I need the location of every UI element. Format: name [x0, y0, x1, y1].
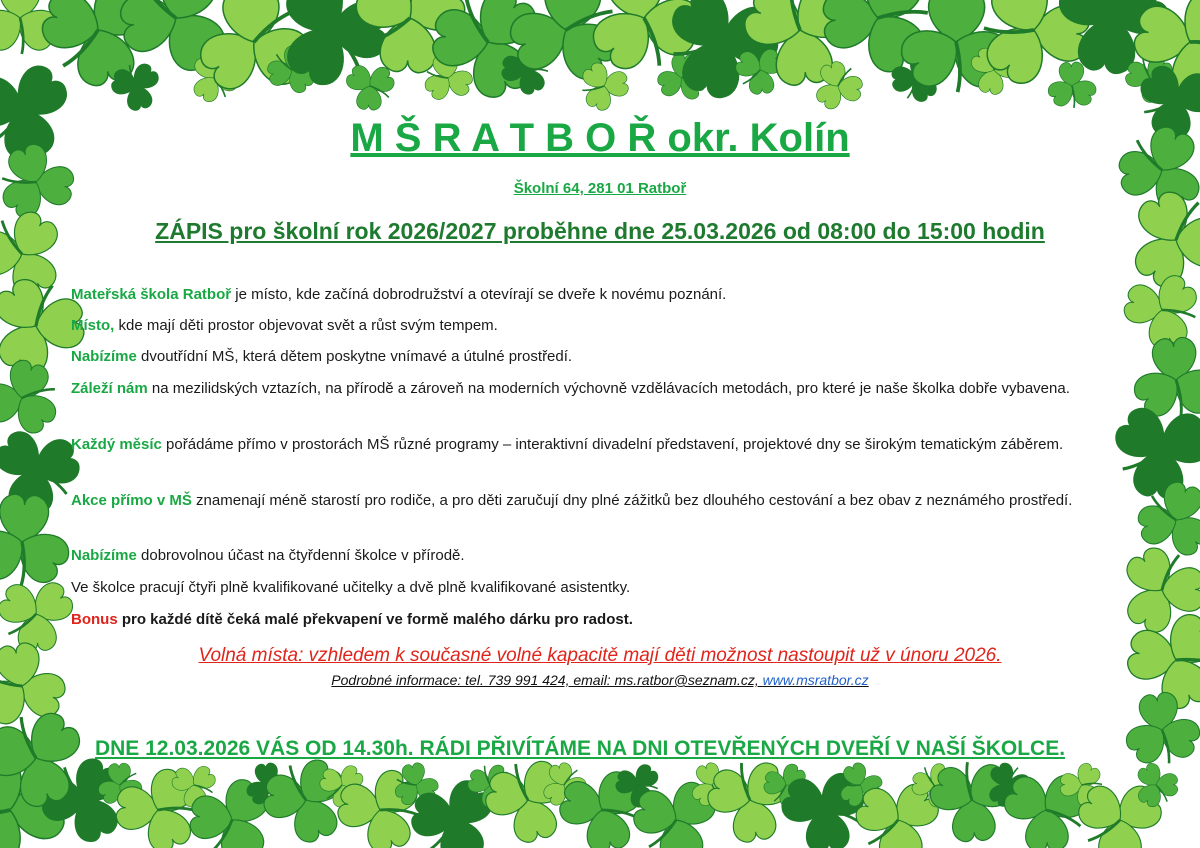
paragraph-bonus [71, 609, 1129, 631]
paragraph-staff [71, 577, 1129, 599]
paragraph-text: pořádáme přímo v prostorách MŠ různé programy – interaktivní divadelní představení, projektové dny se širokým tematickým záběrem. [161, 436, 1064, 453]
open-day-announcement: DNE 12.03.2026 VÁS OD 14.30h. RÁDI PŘIVÍTÁME NA DNI OTEVŘENÝCH DVEŘÍ V NAŠÍ ŠKOLCE. [94, 737, 1066, 760]
paragraph-text: znamenají méně starostí pro rodiče, a pro děti zaručují dny plné zážitků bez dlouhého cestování a bez obav z neznámého prostředí. [191, 492, 1073, 509]
paragraph-text: dobrovolnou účast na čtyřdenní školce v přírodě. [136, 547, 465, 564]
paragraph-place [71, 315, 1129, 337]
paragraph-offer [71, 346, 1129, 368]
paragraph-highlight: Bonus [71, 611, 118, 628]
paragraph-text: je místo, kde začíná dobrodružství a otevírají se dveře k novému poznání. [231, 286, 727, 303]
paragraph-highlight: Akce přímo v MŠ [71, 492, 192, 509]
paragraph-text: kde mají děti prostor objevovat svět a růst svým tempem. [114, 317, 498, 334]
paragraph-highlight: Místo, [71, 317, 115, 334]
paragraph-text: pro každé dítě čeká malé překvapení ve formě malého dárku pro radost. [117, 611, 633, 628]
paragraph-text: na mezilidských vztazích, na přírodě a zároveň na moderních výchovně vzdělávacích metodách, pro které je naše školka dobře vybavena. [147, 380, 1070, 397]
paragraph-highlight: Nabízíme [71, 348, 137, 365]
paragraph-highlight: Každý měsíc [71, 436, 162, 453]
contact-info [0, 672, 1200, 688]
enrolment-announcement: ZÁPIS pro školní rok 2026/2027 proběhne dne 25.03.2026 od 08:00 do 15:00 hodin [155, 218, 1045, 244]
school-address: Školní 64, 281 01 Ratboř [513, 180, 687, 197]
paragraph-events [71, 490, 1129, 512]
paragraph-highlight: Mateřská škola Ratboř [71, 286, 232, 303]
vacancy-notice: Volná místa: vzhledem k současné volné kapacitě mají děti možnost nastoupit už v únoru 2026. [198, 645, 1002, 666]
page-title: M Š R A T B O Ř okr. Kolín [350, 116, 850, 160]
website-link[interactable]: www.msratbor.cz [762, 672, 869, 688]
paragraph-values [71, 378, 1129, 400]
paragraph-highlight: Nabízíme [71, 547, 137, 564]
paragraph-nature-school [71, 545, 1129, 567]
paragraph-text: Ve školce pracují čtyři plně kvalifikované učitelky a dvě plně kvalifikované asistentky. [71, 579, 631, 596]
paragraph-text: dvoutřídní MŠ, která dětem poskytne vnímavé a útulné prostředí. [136, 348, 573, 365]
contact-text: Podrobné informace: tel. 739 991 424, email: ms.ratbor@seznam.cz, [331, 672, 763, 688]
paragraph-intro [71, 284, 1129, 306]
paragraph-monthly [71, 434, 1129, 456]
paragraph-highlight: Záleží nám [71, 380, 148, 397]
